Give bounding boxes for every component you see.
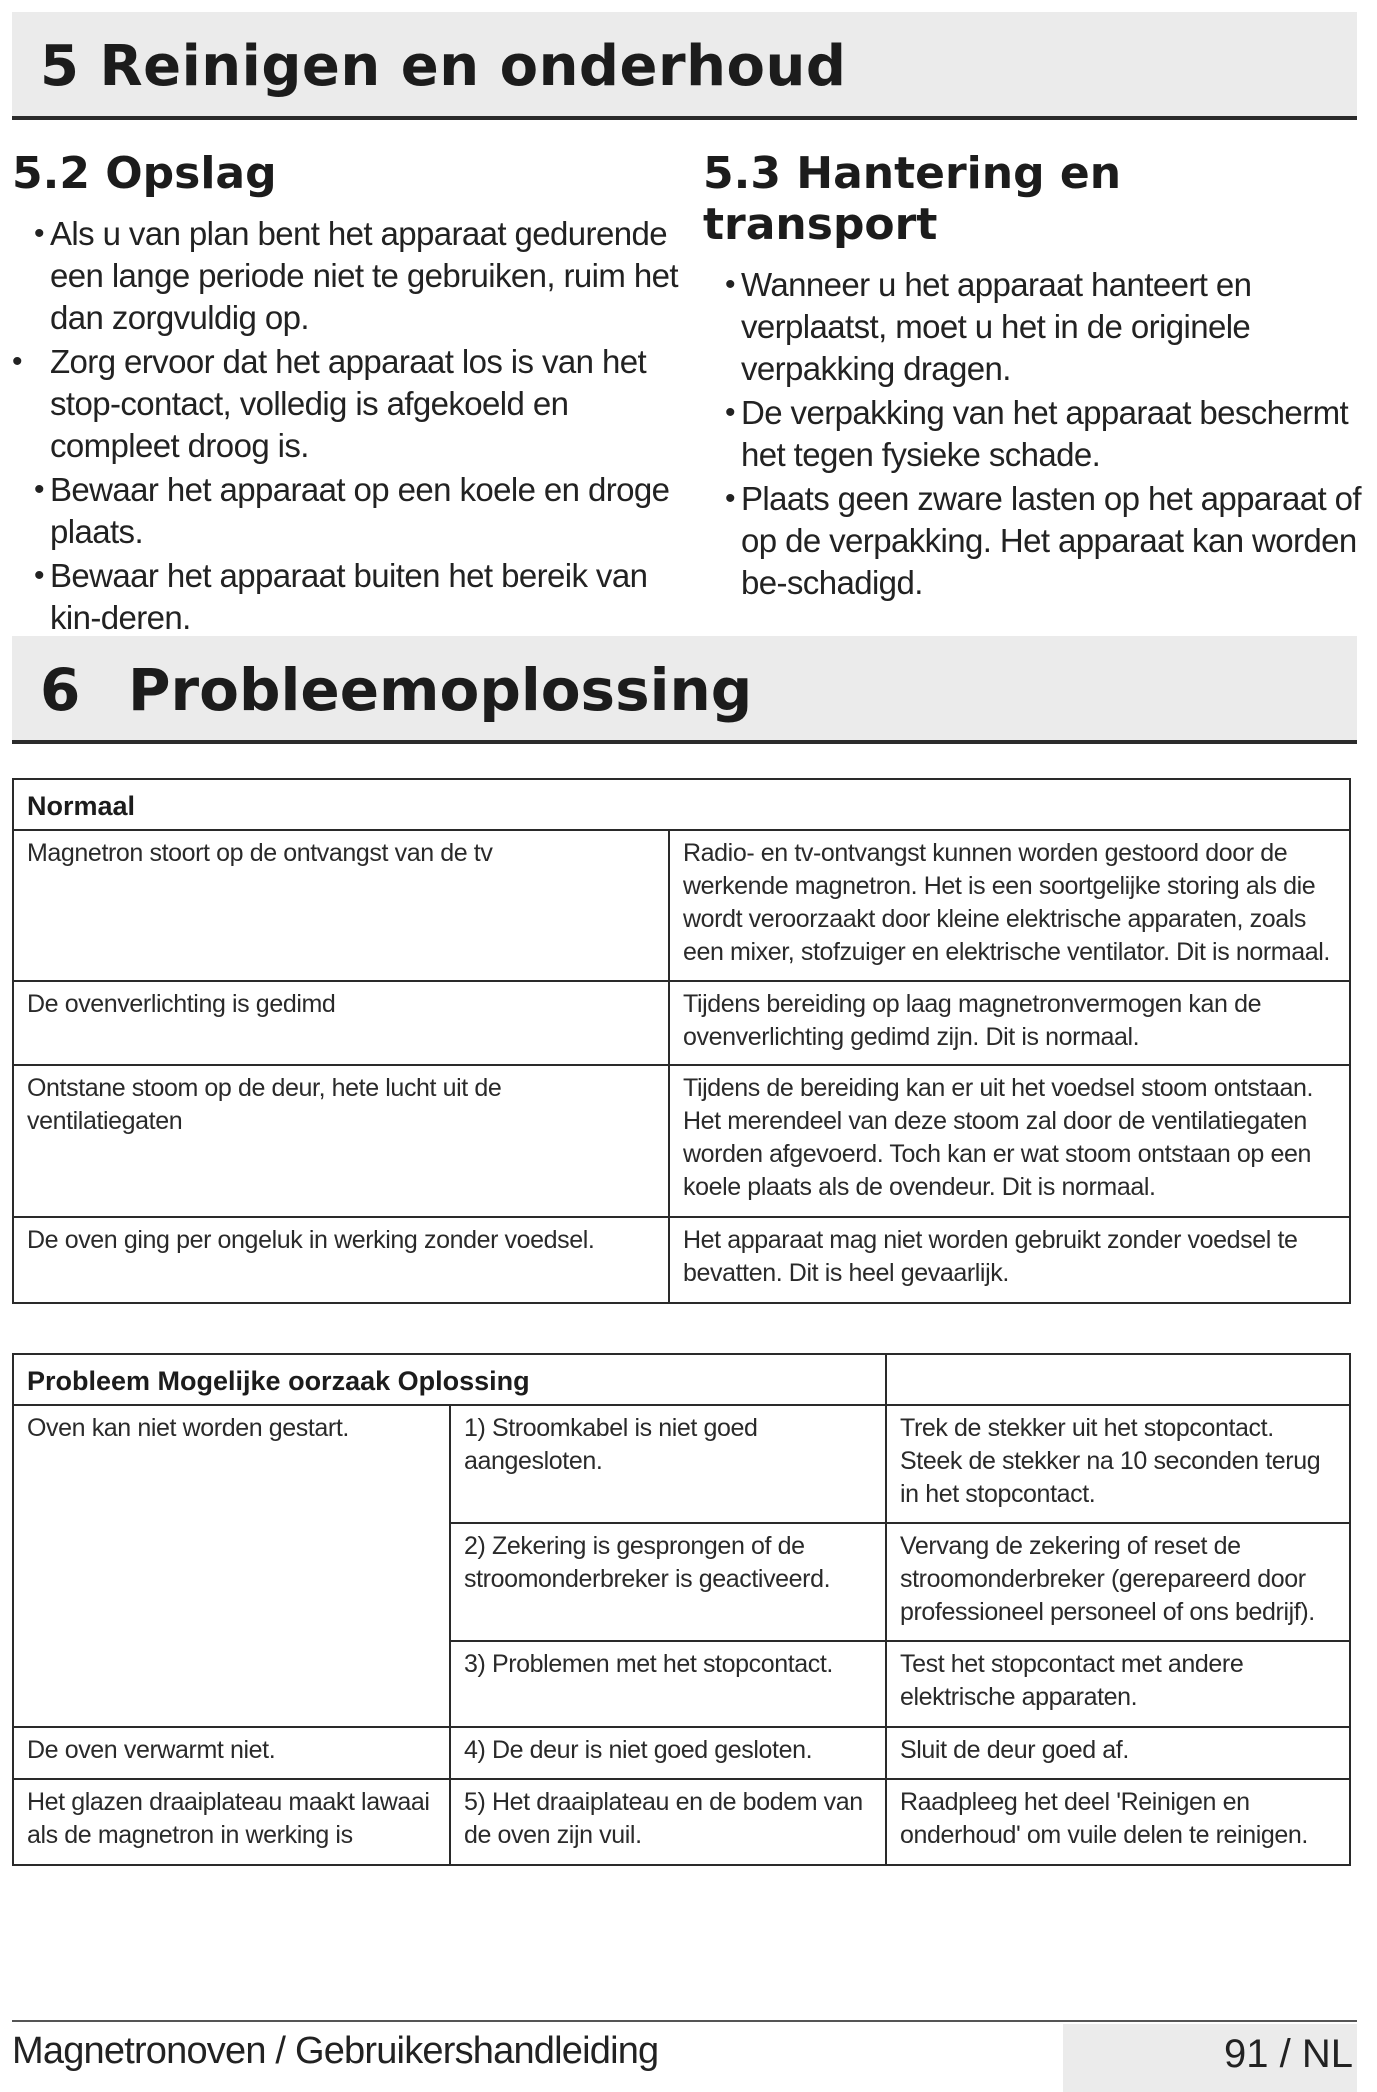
transport-title: 5.3 Hantering en transport (703, 148, 1122, 250)
transport-list (703, 264, 1368, 604)
normal-info-cell: Tijdens bereiding op laag magnetronvermogen kan de ovenverlichting gedimd zijn. Dit is normaal. (669, 981, 1350, 1065)
problem-table (12, 1353, 1351, 1866)
transport-section (703, 148, 1368, 606)
table-row (13, 1065, 1350, 1217)
normal-table (12, 778, 1351, 1304)
problem-cell: Oven kan niet worden gestart. (13, 1405, 450, 1727)
normal-info-cell: Radio- en tv-ontvangst kunnen worden gestoord door de werkende magnetron. Het is een soortgelijke storing als die wordt veroorzaakt door kleine elektrische apparaten, zoals een mixer, stofzuiger en elektrische ventilator. Dit is normaal. (669, 830, 1350, 981)
solution-cell: Vervang de zekering of reset de stroomonderbreker (gerepareerd door professioneel personeel of ons bedrijf). (886, 1523, 1350, 1641)
footer-divider (12, 2020, 1357, 2022)
page-number: 91 / NL (1224, 2032, 1353, 2076)
table-row (13, 830, 1350, 981)
cause-cell: 4) De deur is niet goed gesloten. (450, 1727, 886, 1779)
section-5-header (12, 12, 1357, 120)
list-item: • Bewaar het apparaat op een koele en droge plaats. (34, 471, 670, 550)
list-item: • Als u van plan bent het apparaat gedurende een lange periode niet te gebruiken, ruim het dan zorgvuldig op. (34, 215, 678, 336)
cause-cell: 2) Zekering is gesprongen of de stroomonderbreker is geactiveerd. (450, 1523, 886, 1641)
table-row (13, 981, 1350, 1065)
section-5-title: 5 Reinigen en onderhoud (40, 34, 847, 99)
list-item: • Zorg ervoor dat het apparaat los is van het stop-contact, volledig is afgekoeld en compleet droog is. (12, 343, 647, 464)
list-item: • Bewaar het apparaat buiten het bereik van kin-deren. (34, 557, 648, 636)
cause-cell: 1) Stroomkabel is niet goed aangesloten. (450, 1405, 886, 1523)
problem-cell: De oven verwarmt niet. (13, 1727, 450, 1779)
footer-title: Magnetronoven / Gebruikershandleiding (12, 2030, 659, 2072)
table-row (13, 1727, 1350, 1779)
problem-header: Probleem Mogelijke oorzaak Oplossing (13, 1354, 886, 1405)
section-6-title: 6 Probleemoplossing (40, 656, 753, 724)
normal-info-cell: Tijdens de bereiding kan er uit het voedsel stoom ontstaan. Het merendeel van deze stoom zal door de ventilatiegaten worden afgevoerd. Toch kan er wat stoom ontstaan op een koele plaats als de ovendeur. Dit is normaal. (669, 1065, 1350, 1217)
opslag-title: 5.2 Opslag (12, 148, 277, 199)
cause-cell: 3) Problemen met het stopcontact. (450, 1641, 886, 1727)
solution-cell: Test het stopcontact met andere elektrische apparaten. (886, 1641, 1350, 1727)
table-header-row (13, 779, 1350, 830)
normal-problem-cell: Ontstane stoom op de deur, hete lucht uit de ventilatiegaten (13, 1065, 669, 1217)
table-row (13, 1405, 1350, 1523)
table-row (13, 1217, 1350, 1303)
list-item: • De verpakking van het apparaat beschermt het tegen fysieke schade. (725, 394, 1349, 473)
section-6-header (12, 636, 1357, 744)
normal-problem-cell: De oven ging per ongeluk in werking zonder voedsel. (13, 1217, 669, 1303)
normal-problem-cell: De ovenverlichting is gedimd (13, 981, 669, 1065)
solution-cell: Sluit de deur goed af. (886, 1727, 1350, 1779)
table-header-row (13, 1354, 1350, 1405)
normal-header: Normaal (13, 779, 1350, 830)
normal-info-cell: Het apparaat mag niet worden gebruikt zonder voedsel te bevatten. Dit is heel gevaarlijk. (669, 1217, 1350, 1303)
problem-cell: Het glazen draaiplateau maakt lawaai als de magnetron in werking is (13, 1779, 450, 1865)
list-item: • Wanneer u het apparaat hanteert en verplaatst, moet u het in de originele verpakking dragen. (725, 266, 1252, 387)
cause-cell: 5) Het draaiplateau en de bodem van de oven zijn vuil. (450, 1779, 886, 1865)
opslag-section (12, 148, 680, 641)
table-row (13, 1779, 1350, 1865)
opslag-list (12, 213, 680, 639)
normal-problem-cell: Magnetron stoort op de ontvangst van de tv (13, 830, 669, 981)
solution-cell: Trek de stekker uit het stopcontact. Steek de stekker na 10 seconden terug in het stopcontact. (886, 1405, 1350, 1523)
footer-page-box (1063, 2024, 1357, 2092)
list-item: • Plaats geen zware lasten op het apparaat of op de verpakking. Het apparaat kan worden be-schadigd. (725, 480, 1361, 601)
solution-cell: Raadpleeg het deel 'Reinigen en onderhoud' om vuile delen te reinigen. (886, 1779, 1350, 1865)
empty-header-cell (886, 1354, 1350, 1405)
